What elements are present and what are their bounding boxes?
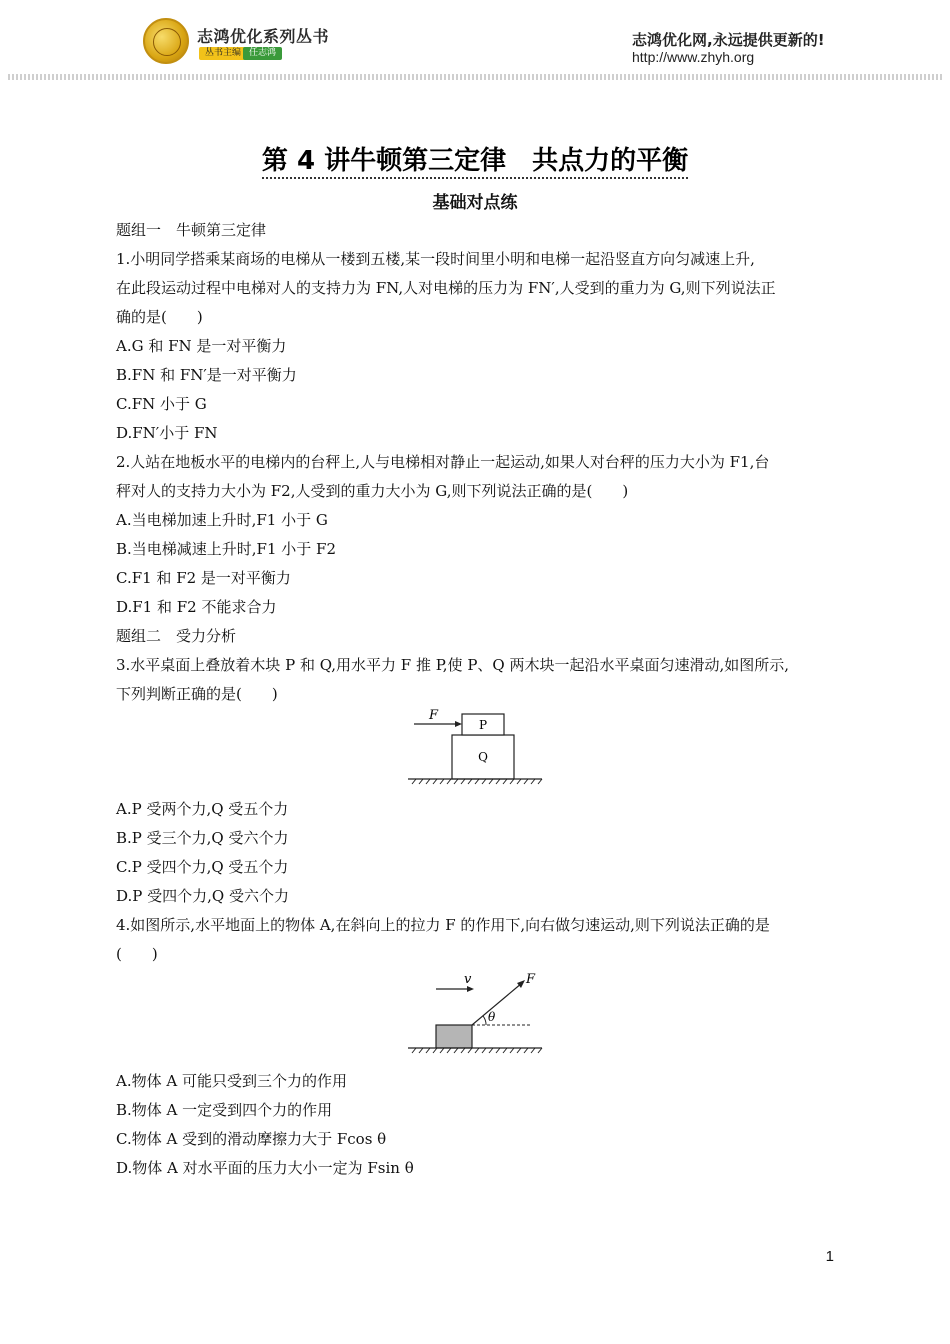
question-2-option-d: D.F1 和 F2 不能求合力: [116, 598, 277, 616]
angle-label: θ: [488, 1010, 496, 1024]
page-number: 1: [825, 1248, 834, 1265]
question-1-option-c: C.FN 小于 G: [116, 395, 207, 413]
page-header: [0, 0, 950, 80]
block-a: [436, 1025, 472, 1048]
header-divider: [8, 74, 942, 80]
ground-surface: [408, 1048, 542, 1053]
question-4-figure: [116, 969, 838, 1067]
group-title-2: 题组二 受力分析: [116, 627, 237, 645]
blocks-diagram: [116, 709, 838, 795]
question-4-option-a: A.物体 A 可能只受到三个力的作用: [116, 1072, 347, 1090]
publisher-logo-icon: [143, 18, 189, 64]
question-3-line-2: 下列判断正确的是( ): [116, 685, 278, 703]
block-q-label: Q: [478, 750, 488, 764]
question-2-option-b: B.当电梯减速上升时,F1 小于 F2: [116, 540, 336, 558]
brand-name: 志鸿优化系列丛书: [197, 27, 330, 46]
question-3-option-b: B.P 受三个力,Q 受六个力: [116, 829, 289, 847]
velocity-label: v: [464, 972, 472, 987]
question-content: [116, 216, 838, 1183]
question-4-option-d: D.物体 A 对水平面的压力大小一定为 Fsin θ: [116, 1159, 414, 1177]
question-3-option-c: C.P 受四个力,Q 受五个力: [116, 858, 289, 876]
section-title: 基础对点练: [432, 193, 518, 213]
series-editor-name: 任志鸿: [243, 47, 282, 60]
question-3-line-1: 3.水平桌面上叠放着木块 P 和 Q,用水平力 F 推 P,使 P、Q 两木块一起沿水平桌面匀速滑动,如图所示,: [116, 656, 790, 674]
block-p-label: P: [478, 718, 488, 732]
header-slogan: 志鸿优化网,永远提供更新的!: [632, 31, 825, 49]
pull-force-label: F: [526, 972, 536, 987]
question-3-option-a: A.P 受两个力,Q 受五个力: [116, 800, 289, 818]
question-1-line-2: 在此段运动过程中电梯对人的支持力为 FN,人对电梯的压力为 FN′,人受到的重力为 G,则下列说法正: [116, 279, 776, 297]
question-3-option-d: D.P 受四个力,Q 受六个力: [116, 887, 289, 905]
question-1-option-d: D.FN′小于 FN: [116, 424, 218, 442]
question-2-option-a: A.当电梯加速上升时,F1 小于 G: [116, 511, 328, 529]
question-2-option-c: C.F1 和 F2 是一对平衡力: [116, 569, 291, 587]
question-1-option-a: A.G 和 FN 是一对平衡力: [116, 337, 287, 355]
pulled-block-diagram: [116, 969, 838, 1067]
question-2-line-1: 2.人站在地板水平的电梯内的台秤上,人与电梯相对静止一起运动,如果人对台秤的压力大小为 F1,台: [116, 453, 770, 471]
question-1-option-b: B.FN 和 FN′是一对平衡力: [116, 366, 297, 384]
question-4-line-1: 4.如图所示,水平地面上的物体 A,在斜向上的拉力 F 的作用下,向右做匀速运动,则下列说法正确的是: [116, 916, 770, 934]
question-4-option-b: B.物体 A 一定受到四个力的作用: [116, 1101, 333, 1119]
pull-force-arrow: [472, 980, 525, 1025]
question-3-figure: [116, 709, 838, 795]
question-1-line-1: 1.小明同学搭乘某商场的电梯从一楼到五楼,某一段时间里小明和电梯一起沿竖直方向匀减速上升,: [116, 250, 755, 268]
page-title: 第 4 讲牛顿第三定律 共点力的平衡: [0, 140, 950, 177]
question-4-line-2: ( ): [116, 945, 158, 963]
question-1-line-3: 确的是( ): [116, 308, 203, 326]
header-url[interactable]: http://www.zhyh.org: [632, 49, 755, 65]
ground-surface: [408, 779, 542, 784]
question-4-option-c: C.物体 A 受到的滑动摩擦力大于 Fcos θ: [116, 1130, 387, 1148]
angle-arc: [483, 1016, 486, 1025]
force-label: F: [429, 709, 439, 723]
series-editor-label: 丛书主编: [199, 47, 247, 60]
group-title-1: 题组一 牛顿第三定律: [116, 221, 267, 239]
question-2-line-2: 秤对人的支持力大小为 F2,人受到的重力大小为 G,则下列说法正确的是( ): [116, 482, 629, 500]
